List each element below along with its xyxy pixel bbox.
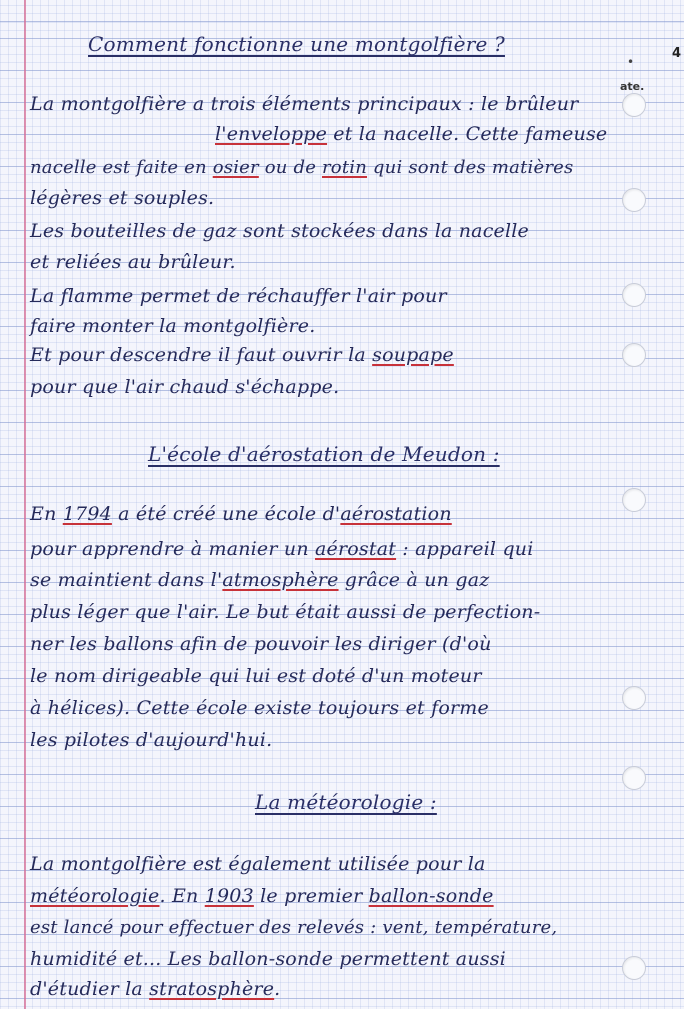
text-line: d'étudier la stratosphère. [30,978,281,1000]
text-line: La montgolfière est également utilisée pour la [30,853,486,875]
text-line: à hélices). Cette école existe toujours et forme [30,697,489,719]
binder-hole [622,93,646,117]
text-line: est lancé pour effectuer des relevés : vent, température, [30,917,558,938]
binder-hole [622,766,646,790]
text-line: l'enveloppe et la nacelle. Cette fameuse [215,123,608,145]
section-title: L'école d'aérostation de Meudon : [148,442,500,466]
text-line: météorologie. En 1903 le premier ballon-sonde [30,885,494,907]
binder-hole [622,686,646,710]
text-line: se maintient dans l'atmosphère grâce à un gaz [30,569,490,591]
binder-hole [622,188,646,212]
text-line: les pilotes d'aujourd'hui. [30,729,273,751]
text-line: ner les ballons afin de pouvoir les diriger (d'où [30,633,492,655]
text-line: pour apprendre à manier un aérostat : appareil qui [30,538,534,560]
section-title: Comment fonctionne une montgolfière ? [88,32,505,56]
text-line: et reliées au brûleur. [30,251,236,273]
text-line: pour que l'air chaud s'échappe. [30,376,340,398]
binder-hole [622,488,646,512]
page-number: 4 [672,46,682,61]
text-line: le nom dirigeable qui lui est doté d'un moteur [30,665,482,687]
text-line: Et pour descendre il faut ouvrir la soupape [30,344,454,366]
binder-hole [622,343,646,367]
binder-hole [622,956,646,980]
text-line: légères et souples. [30,187,215,209]
section-title: La météorologie : [255,790,437,814]
corner-mark: • [627,55,635,69]
text-line: La flamme permet de réchauffer l'air pour [30,285,447,307]
binder-hole [622,283,646,307]
text-line: humidité et... Les ballon-sonde permettent aussi [30,948,506,970]
text-line: nacelle est faite en osier ou de rotin qui sont des matières [30,157,574,178]
text-line: En 1794 a été créé une école d'aérostation [30,503,452,525]
text-line: Les bouteilles de gaz sont stockées dans la nacelle [30,220,529,242]
text-line: plus léger que l'air. Le but était aussi de perfection- [30,601,541,623]
text-line: La montgolfière a trois éléments principaux : le brûleur [30,93,579,115]
text-line: faire monter la montgolfière. [30,315,316,337]
corner-note: ate. [620,80,645,93]
